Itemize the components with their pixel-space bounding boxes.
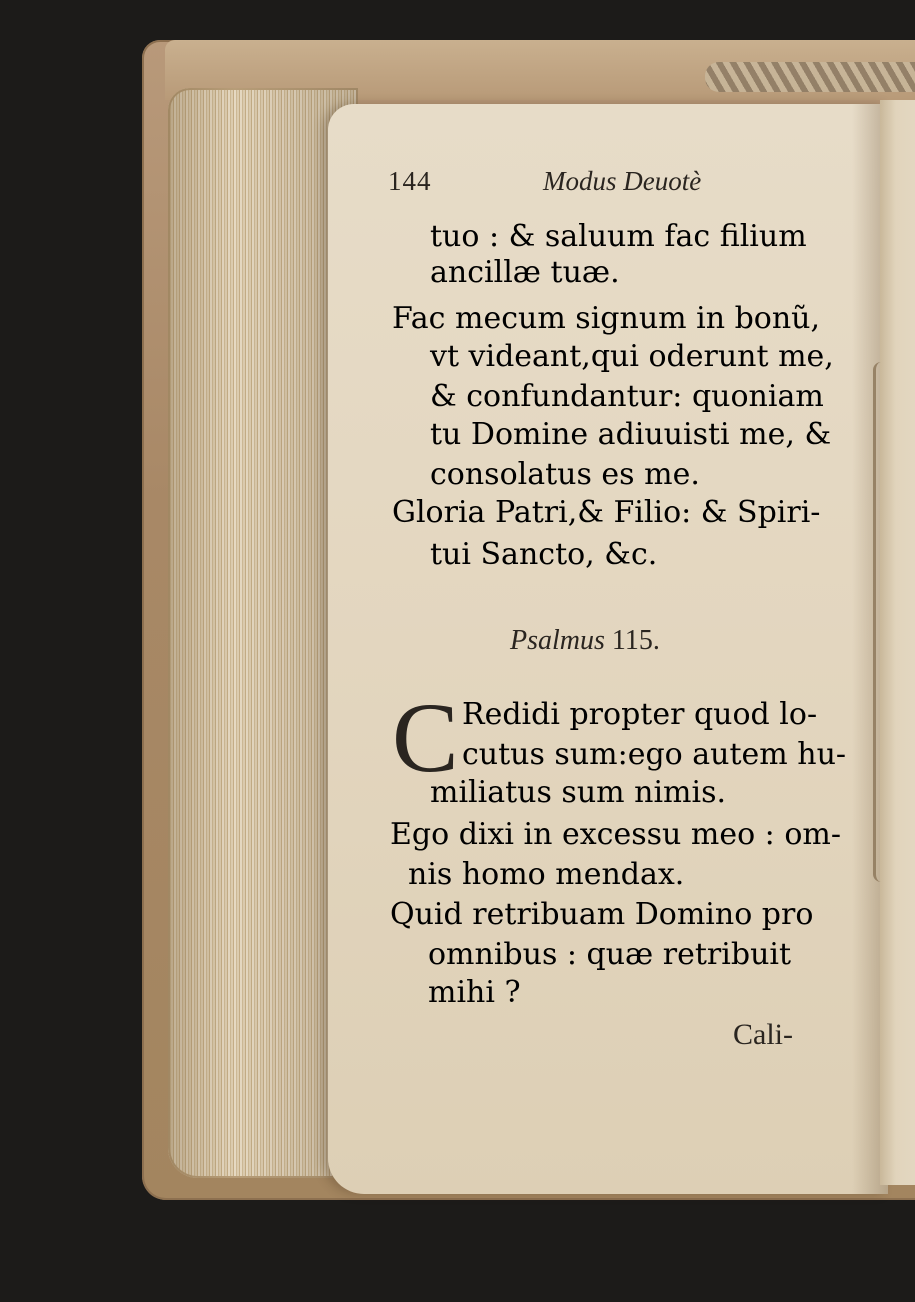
verse-line: Quid retribuam Domino pro <box>390 897 814 932</box>
verse-line: Gloria Patri,& Filio: & Spiri- <box>392 495 821 530</box>
verse-line: cutus sum:ego autem hu- <box>462 737 847 772</box>
verse-line: Fac mecum signum in bonũ, <box>392 301 821 336</box>
headband <box>705 62 915 92</box>
drop-capital: C <box>392 682 459 793</box>
verse-line: vt videant,qui oderunt me, <box>430 339 834 374</box>
verse-line: Redidi propter quod lo- <box>462 697 818 732</box>
verse-line: & confundantur: quoniam <box>430 379 824 414</box>
verse-line: omnibus : quæ retribuit <box>428 937 792 972</box>
verse-line: consolatus es me. <box>430 457 700 492</box>
catchword: Cali- <box>733 1018 793 1051</box>
binding-thread <box>873 362 890 882</box>
running-head: Modus Deuotè <box>543 166 702 196</box>
page-number: 144 <box>388 166 432 196</box>
verse-line: ancillæ tuæ. <box>430 255 620 290</box>
verse-line: tu Domine adiuuisti me, & <box>430 417 832 452</box>
verse-line: miliatus sum nimis. <box>430 775 727 810</box>
psalm-title-word: Psalmus <box>510 625 605 656</box>
verse-line: Ego dixi in excessu meo : om- <box>390 817 841 852</box>
page-header <box>388 166 858 202</box>
psalm-title <box>510 625 660 657</box>
psalm-title-number: 115. <box>611 625 660 656</box>
verse-line: tuo : & saluum fac filium <box>430 219 807 254</box>
verse-line: tui Sancto, &c. <box>430 537 658 572</box>
verse-line: mihi ? <box>428 975 521 1010</box>
verse-line: nis homo mendax. <box>408 857 685 892</box>
